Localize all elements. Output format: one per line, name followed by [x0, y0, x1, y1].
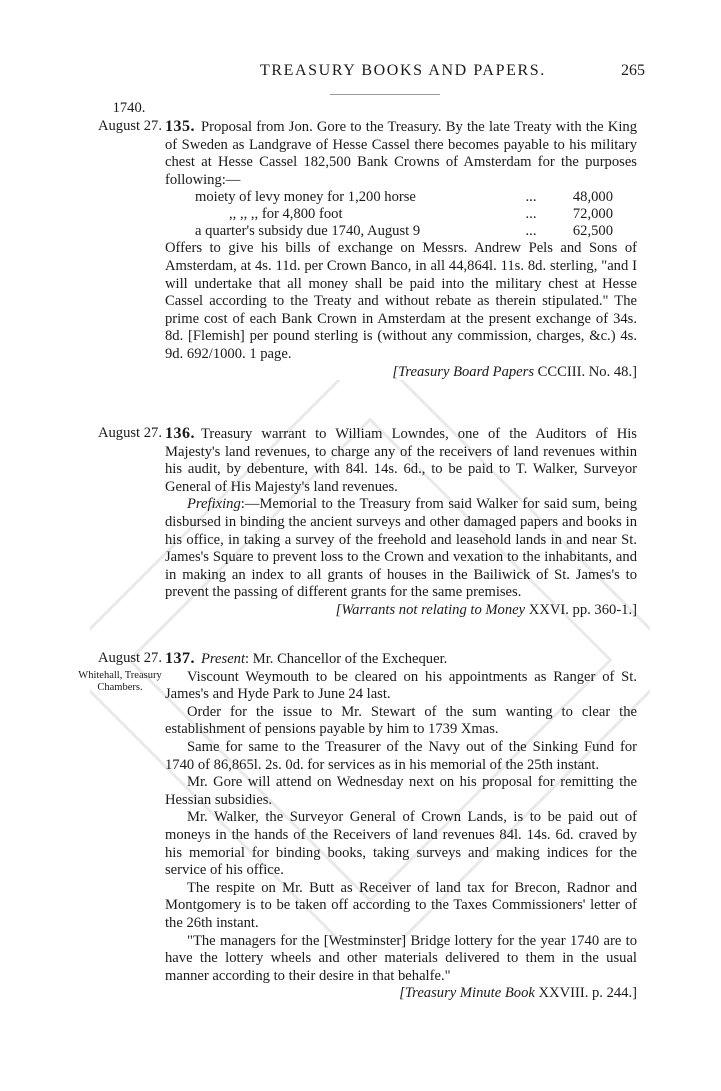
- citation: [Warrants not relating to Money XXVI. pp. 360-1.]: [335, 601, 637, 618]
- prefixing-label: Prefixing: [187, 496, 241, 513]
- levy-row: ,, ,, ,, for 4,800 foot ... 72,000: [229, 206, 613, 223]
- entry-137-margin: [78, 650, 162, 694]
- entry-number: 135.: [165, 118, 195, 135]
- minute-paragraph: Order for the issue to Mr. Stewart of the sum wanting to clear the establishment of pensions payable by him to 1739 Xmas.: [165, 703, 637, 738]
- minute-paragraph: The respite on Mr. Butt as Receiver of land tax for Brecon, Radnor and Montgomery is to be taken off according to the Taxes Commissioners' letter of the 26th instant.: [165, 879, 637, 931]
- date-label: August 27.: [97, 650, 162, 666]
- place-label: Whitehall, Treasury Chambers.: [78, 669, 162, 693]
- minute-paragraph: Mr. Walker, the Surveyor General of Crown Lands, is to be paid out of moneys in the hands of the Receivers of land revenues 84l. 14s. 6d. craved by his memorial for binding books, taking surveys and making indices for the service of his office.: [165, 809, 637, 879]
- present-label: Present: [201, 651, 246, 667]
- citation: [Treasury Board Papers CCCIII. No. 48.]: [392, 363, 637, 380]
- running-title: TREASURY BOOKS AND PAPERS.: [260, 62, 546, 79]
- entry-136-margin: [78, 425, 162, 443]
- entry-135-body: [165, 118, 637, 381]
- levy-table: [195, 189, 613, 240]
- entry-number: 137.: [165, 650, 195, 667]
- entry-137-body: 137. Present: Mr. Chancellor of the Exchequer. Viscount Weymouth to be cleared on his appointments as Ranger of St. James's and Hyde Park to June 24 last. Order for the issue to Mr. Stewart of the sum wanting to clear the establishment of pensions payable by him to 1739 Xmas. Same for same to the Treasurer of the Navy out of the Sinking Fund for 1740 of 86,865l. 2s. 0d. for services as in his memorial of the 25th instant. Mr. Gore will attend on Wednesday next on his proposal for remitting the Hessian subsidies. Mr. Walker, the Surveyor General of Crown Lands, is to be paid out of moneys in the hands of the Receivers of land revenues 84l. 14s. 6d. craved by his memorial for binding books, taking surveys and making indices for the service of his office. The respite on Mr. Butt as Receiver of land tax for Brecon, Radnor and Montgomery is to be taken off according to the Taxes Commissioners' letter of the 26th instant. "The managers for the [Westminster] Bridge lottery for the year 1740 are to have the lottery wheels and other materials delivered to them in the usual manner according to their desire in that behalfe." [Treasury Minute Book XXVIII. p. 244.]: [165, 650, 637, 1002]
- minute-paragraph: Same for same to the Treasurer of the Navy out of the Sinking Fund for 1740 of 86,865l. 2s. 0d. for services as in his memorial of the 25th instant.: [165, 738, 637, 773]
- entry-text: Proposal from Jon. Gore to the Treasury. By the late Treaty with the King of Sweden as Landgrave of Hesse Cassel there becomes payable to his military chest at Hesse Cassel 182,500 Bank Crowns of Amsterdam for the purposes following:—: [165, 119, 637, 188]
- date-label: August 27.: [97, 425, 162, 441]
- minute-paragraph: Viscount Weymouth to be cleared on his appointments as Ranger of St. James's and Hyde Park to June 24 last.: [165, 668, 637, 703]
- date-label: August 27.: [97, 117, 162, 134]
- minute-paragraph: Mr. Gore will attend on Wednesday next on his proposal for remitting the Hessian subsidies.: [165, 774, 637, 808]
- levy-row: moiety of levy money for 1,200 horse ... 48,000: [195, 189, 613, 206]
- levy-row: a quarter's subsidy due 1740, August 9 ... 62,500: [195, 223, 613, 240]
- page-number: 265: [621, 62, 645, 79]
- header-rule: [330, 94, 440, 95]
- entry-text: :—Memorial to the Treasury from said Walker for said sum, being disbursed in binding the ancient surveys and other damaged papers and books in his office, in taking a survey of the freehold and leasehold lands in and near St. James's Square to prevent loss to the Crown and vexation to the inhabitants, and in making an index to all grants of houses in the Bailiwick of St. James's to prevent the passing of different grants for the same premises.: [165, 496, 637, 601]
- entry-text: Treasury warrant to William Lowndes, one of the Auditors of His Majesty's land revenues, to charge any of the receivers of land revenues within his audit, by debenture, with 84l. 14s. 6d., to be paid to T. Walker, Surveyor General of His Majesty's land revenues.: [165, 426, 637, 495]
- entry-text: Offers to give his bills of exchange on Messrs. Andrew Pels and Sons of Amsterdam, at 4s. 11d. per Crown Banco, in all 44,864l. 11s. 8d. sterling, "and I will undertake that all money shall be paid into the military chest at Hesse Cassel according to the Treaty and without rebate as therein stipulated." The prime cost of each Bank Crown in Amsterdam at the present exchange of 34s. 8d. [Flemish] per pound sterling is (without any commission, charges, &c.) 4s. 9d. 692/1000. 1 page.: [165, 240, 637, 362]
- year-label: 1740.: [112, 100, 146, 116]
- minute-paragraph: "The managers for the [Westminster] Bridge lottery for the year 1740 are to have the lottery wheels and other materials delivered to them in the usual manner according to their desire in that behalfe.": [165, 932, 637, 984]
- citation: [Treasury Minute Book XXVIII. p. 244.]: [399, 985, 637, 1002]
- page-header: [0, 62, 721, 86]
- entry-136-body: [165, 425, 637, 620]
- entry-135-margin: [78, 100, 162, 135]
- entry-number: 136.: [165, 425, 195, 442]
